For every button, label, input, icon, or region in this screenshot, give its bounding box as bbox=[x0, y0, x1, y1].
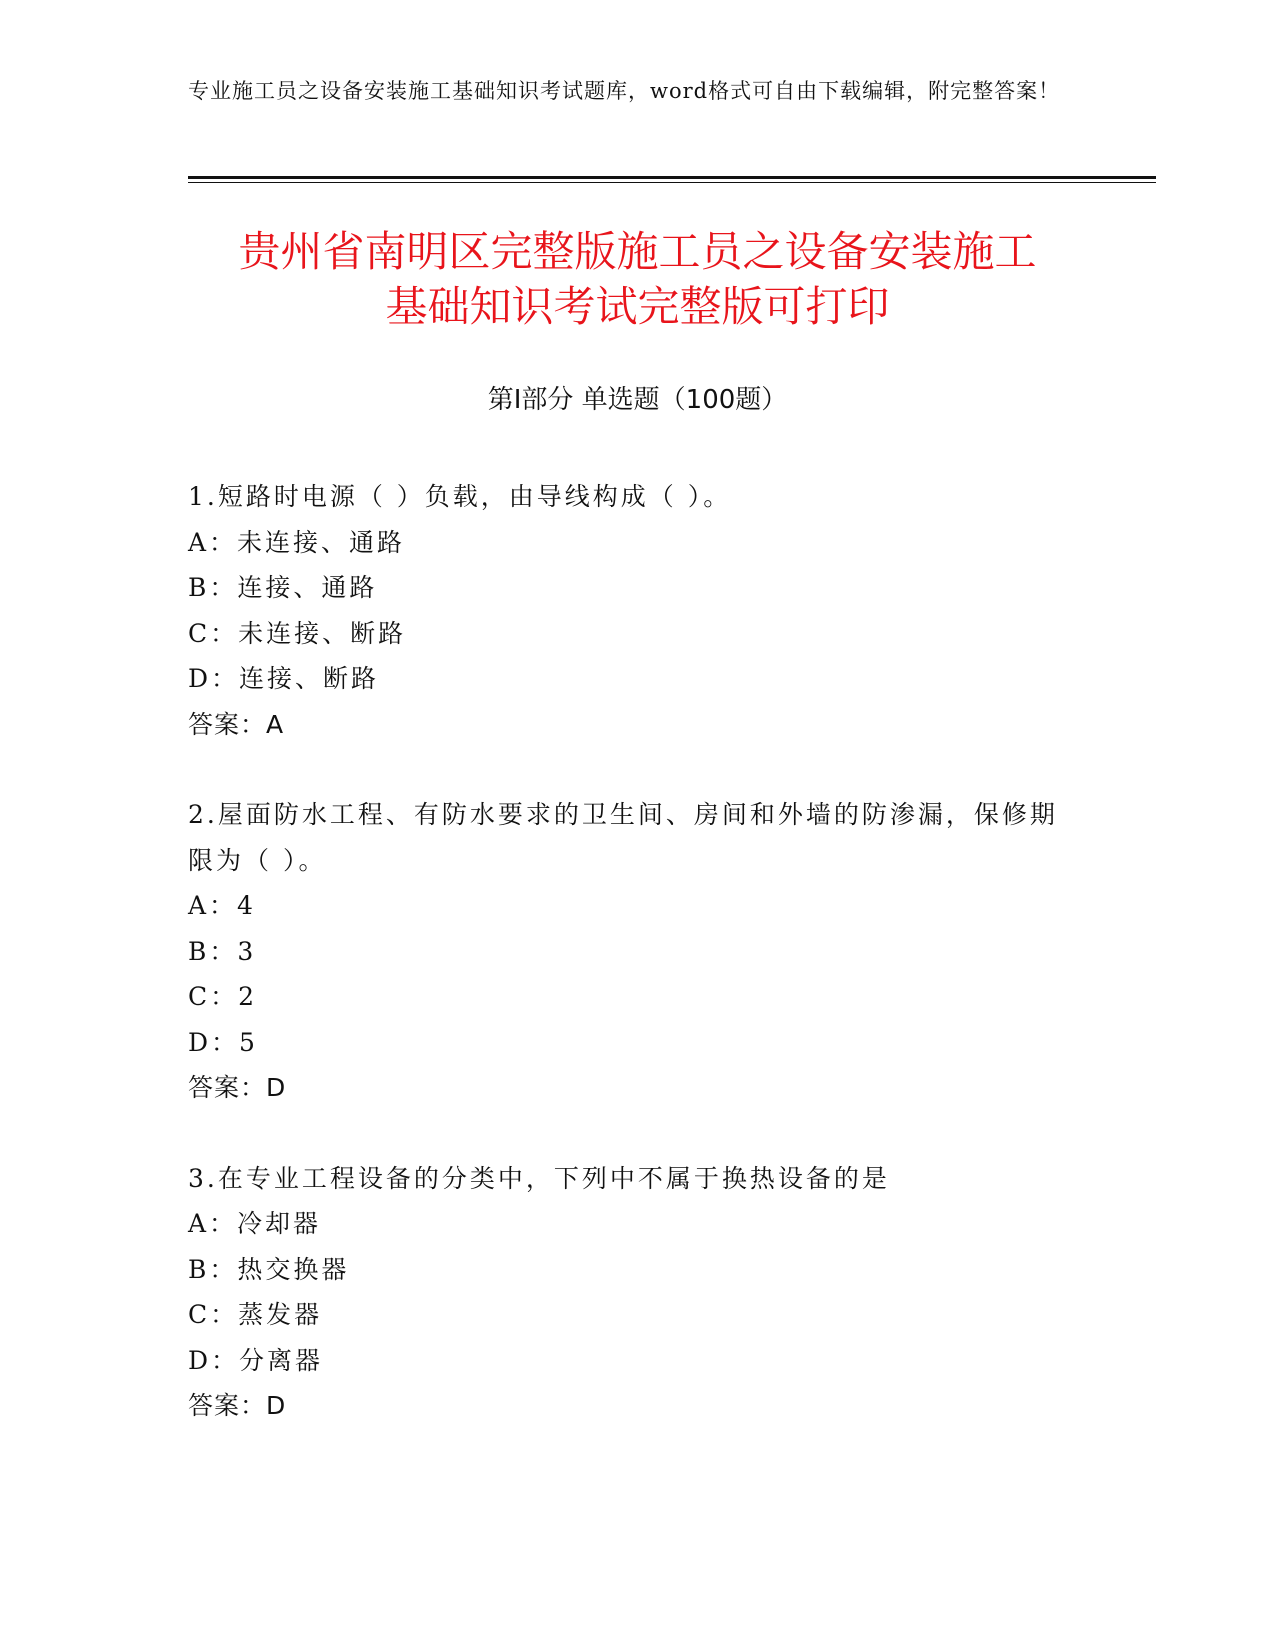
question-1 bbox=[188, 474, 1068, 747]
option-b: B：连接、通路 bbox=[188, 573, 378, 602]
option-d: D：连接、断路 bbox=[188, 664, 380, 693]
answer: 答案：D bbox=[188, 1391, 287, 1420]
document-title bbox=[140, 224, 1135, 334]
answer: 答案：D bbox=[188, 1073, 287, 1102]
question-stem: 1.短路时电源（ ）负载，由导线构成（ ）。 bbox=[188, 482, 732, 511]
option-a: A：未连接、通路 bbox=[188, 527, 406, 557]
question-2 bbox=[188, 792, 1068, 1111]
question-stem: 3.在专业工程设备的分类中，下列中不属于换热设备的是 bbox=[188, 1163, 890, 1193]
option-a: A：冷却器 bbox=[188, 1209, 322, 1238]
answer: 答案：A bbox=[188, 709, 285, 739]
option-b: B：热交换器 bbox=[188, 1254, 350, 1284]
header-divider-thin bbox=[188, 182, 1156, 183]
option-c: C：2 bbox=[188, 982, 258, 1011]
option-c: C：未连接、断路 bbox=[188, 618, 407, 648]
option-c: C：蒸发器 bbox=[188, 1300, 323, 1329]
option-d: D：5 bbox=[188, 1027, 258, 1057]
document-title-line-1: 贵州省南明区完整版施工员之设备安装施工 bbox=[238, 227, 1037, 276]
option-b: B：3 bbox=[188, 936, 257, 966]
header-note: 专业施工员之设备安装施工基础知识考试题库，word格式可自由下载编辑，附完整答案！ bbox=[188, 79, 1061, 103]
document-title-line-2: 基础知识考试完整版可打印 bbox=[385, 282, 890, 331]
option-a: A：4 bbox=[188, 891, 256, 920]
question-list bbox=[188, 474, 1068, 1429]
question-stem: 2.屋面防水工程、有防水要求的卫生间、房间和外墙的防渗漏，保修期限为（ ）。 bbox=[188, 800, 1058, 875]
header-divider-thick bbox=[188, 176, 1156, 179]
question-3 bbox=[188, 1156, 1068, 1429]
option-d: D：分离器 bbox=[188, 1345, 324, 1375]
section-heading: 第Ⅰ部分 单选题（100题） bbox=[487, 385, 788, 415]
